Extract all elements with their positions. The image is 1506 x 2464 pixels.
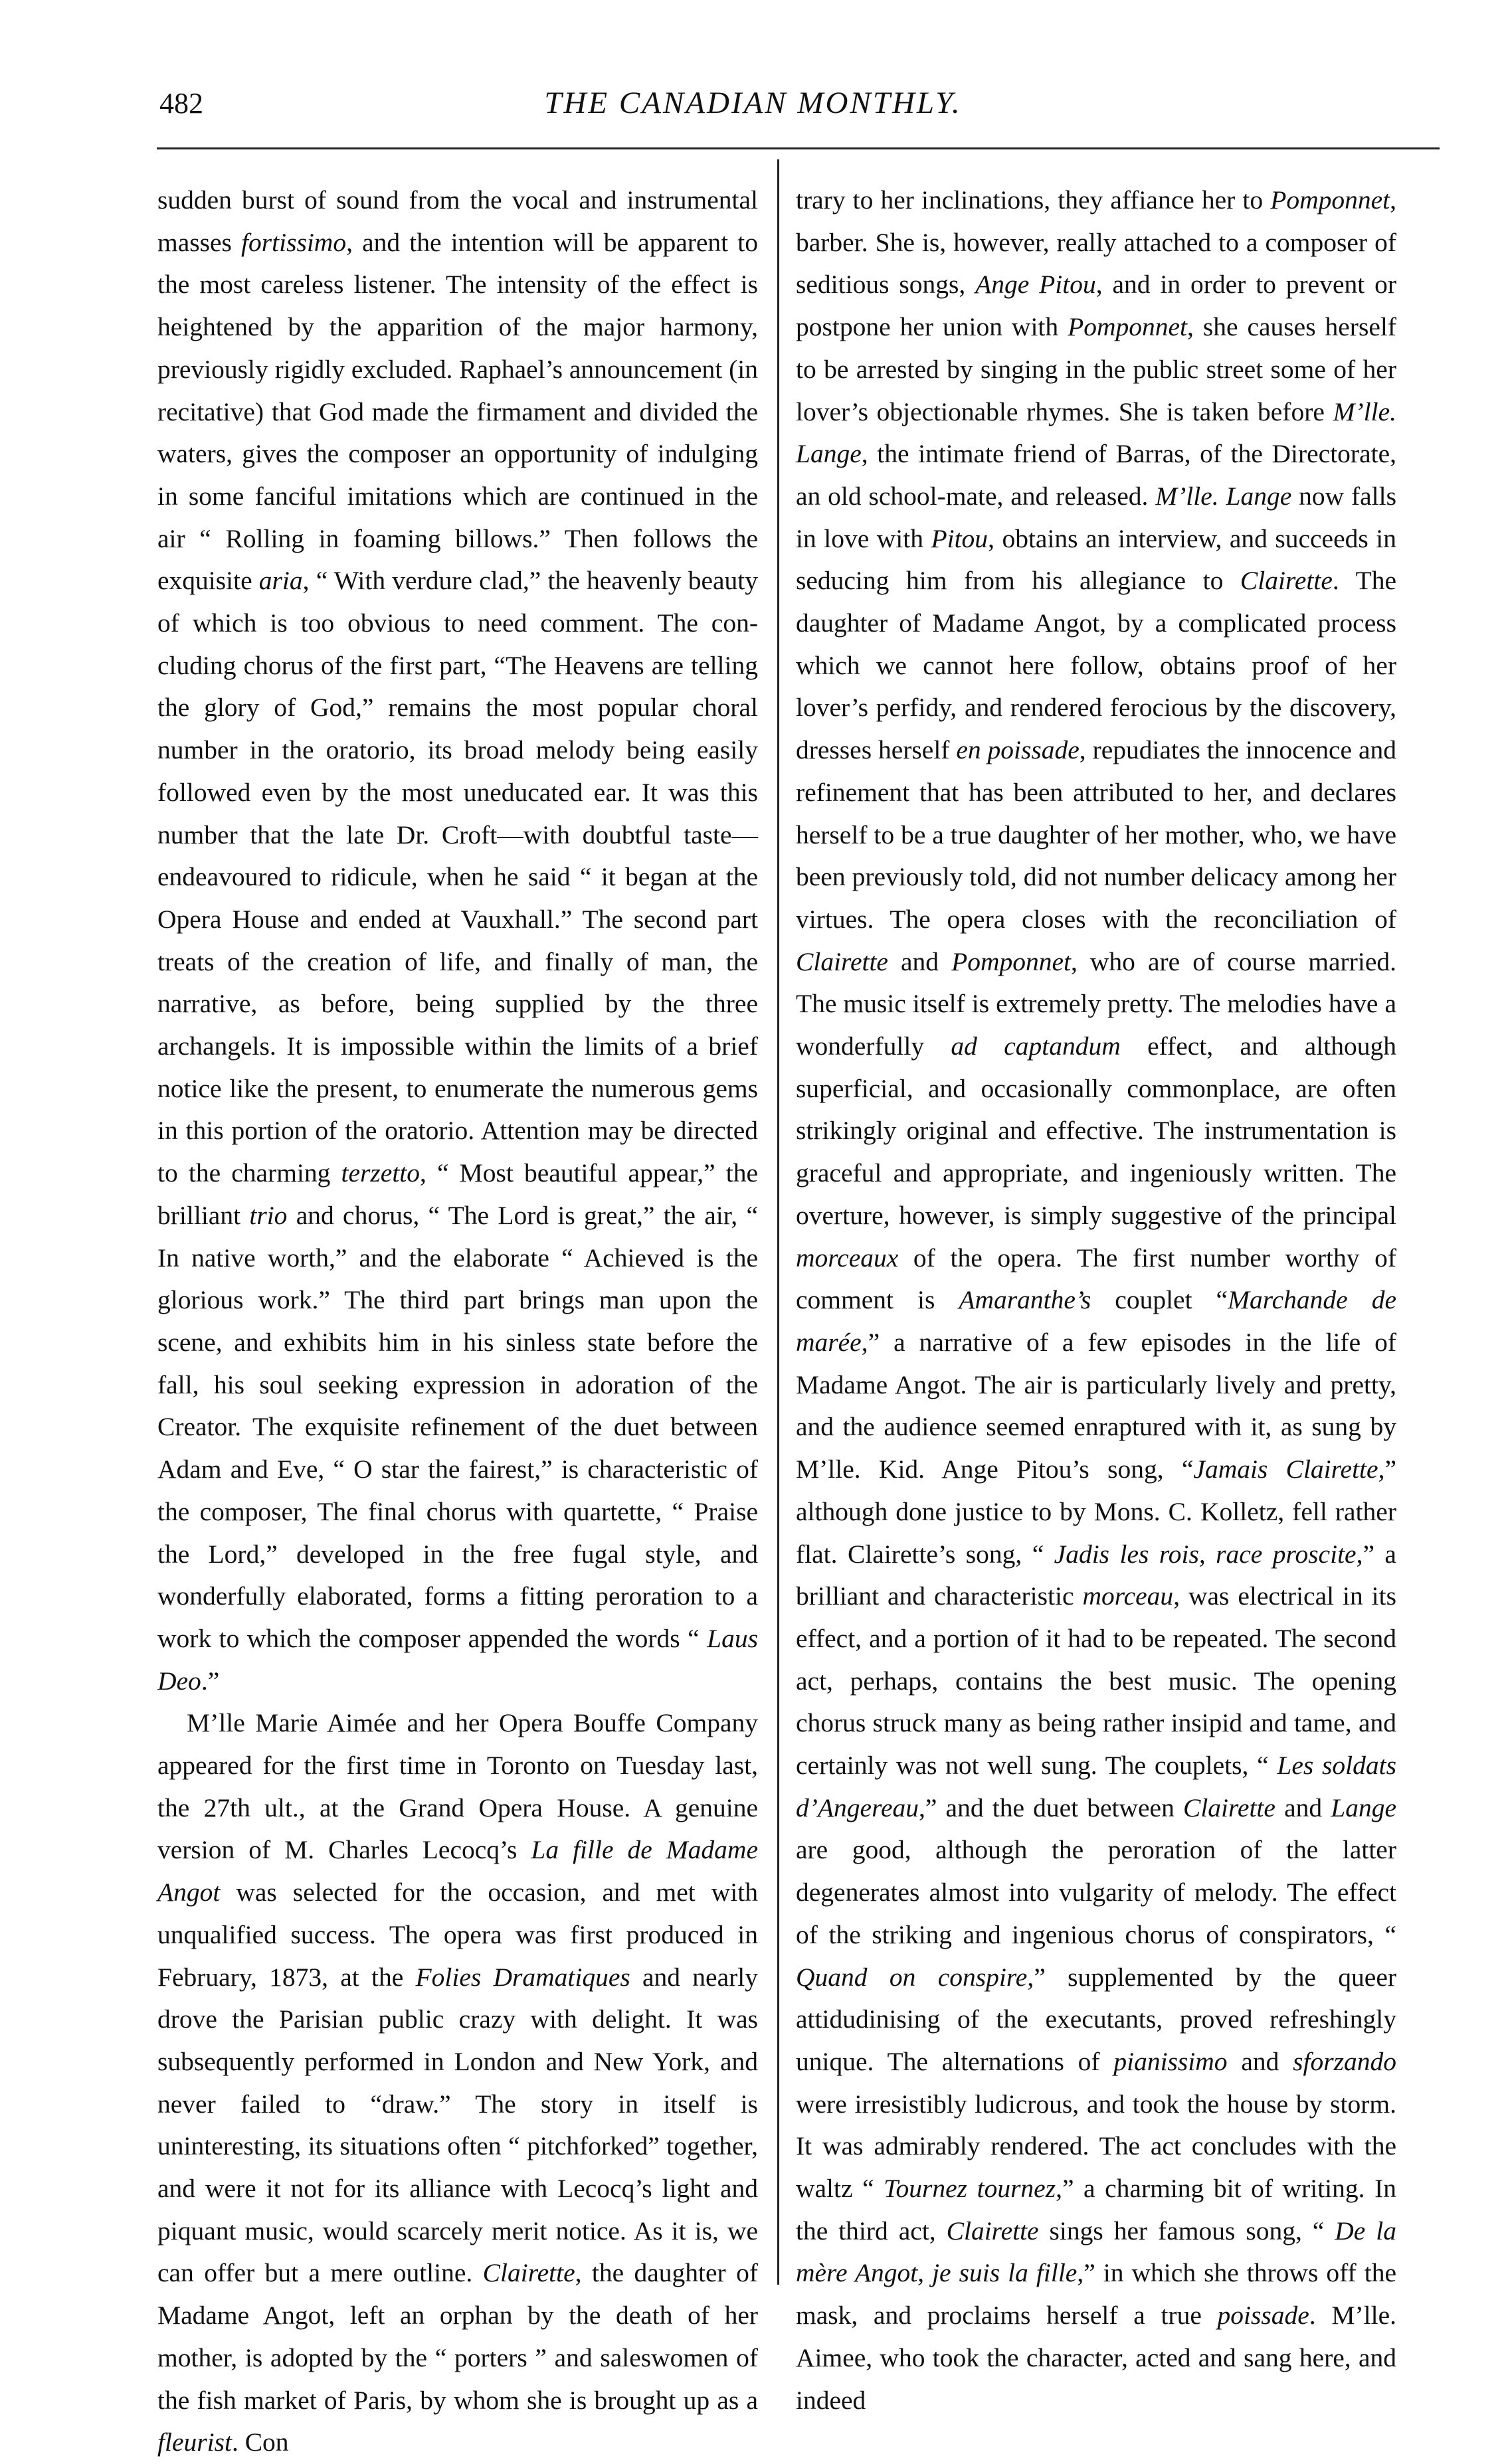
paragraph-opera-bouffe-review: M’lle Marie Aimée and her Opera Bouffe Company appeared for the first time in Toronto on Tuesday last, the 27th ult., at the Grand Opera House. A genuine version of M. Charles Lecocq’s La fille de Madame Angot was selected for the occasion, and met with unqualified success. The opera was first produced in February, 1873, at the Folies Dramatiques and nearly drove the Parisian public crazy with delight. It was subsequently performed in London and New York, and never failed to “draw.” The story in itself is uninteresting, its situations often “ pitchforked” together, and were it not for its alliance with Lecocq’s light and piquant music, would scarcely merit notice. As it is, we can offer but a mere outline. Clairette, the daughter of Madame Angot, left an orphan by the death of her mother, is adopted by the “ porters ” and saleswomen of the fish market of Paris, by whom she is brought up as a fleurist. Con: [157, 1708, 758, 2457]
page-header: [0, 0, 1506, 159]
running-head: THE CANADIAN MONTHLY.: [544, 86, 962, 120]
column-divider: [777, 159, 779, 2285]
header-rule: [157, 147, 1440, 149]
left-column: [157, 179, 758, 2457]
page-number: 482: [159, 87, 203, 120]
paragraph-angot-synopsis: trary to her inclinations, they affiance her to Pomponnet, barber. She is, however, really attached to a composer of seditious songs, Ange Pitou, and in order to prevent or postpone her union with Pomponnet, she causes herself to be arrested by singing in the public street some of her lover’s objectionable rhymes. She is taken before M’lle. Lange, the intimate friend of Barras, of the Directorate, an old school-mate, and released. M’lle. Lange now falls in love with Pitou, obtains an interview, and succeeds in seducing him from his allegiance to Clairette. The daughter of Madame Angot, by a complicated process which we cannot here follow, obtains proof of her lover’s perfidy, and rendered ferocious by the discovery, dresses herself en poissade, repudiates the innocence and refinement that has been attributed to her, and declares herself to be a true daughter of her mother, who, we have been previously told, did not number delicacy among her virtues. The opera closes with the reconciliation of Clairette and Pomponnet, who are of course married. The music itself is extremely pretty. The melodies have a wonderfully ad captandum effect, and although superficial, and occasionally commonplace, are often strikingly original and effective. The instrumentation is graceful and appropriate, and ingeniously written. The overture, however, is simply suggestive of the principal morceaux of the opera. The first number worthy of comment is Amaranthe’s couplet “Marchande de marée,” a narrative of a few episodes in the life of Madame Angot. The air is particularly lively and pretty, and the audience seemed enraptured with it, as sung by M’lle. Kid. Ange Pitou’s song, “Jamais Clairette,” although done justice to by Mons. C. Kolletz, fell rather flat. Clairette’s song, “ Jadis les rois, race proscite,” a brilliant and characteristic morceau, was electrical in its effect, and a portion of it had to be repeated. The second act, perhaps, contains the best music. The opening chorus struck many as being rather insipid and tame, and certainly was not well sung. The couplets, “ Les soldats d’Angereau,” and the duet between Clairette and Lange are good, although the peroration of the latter degenerates almost into vulgarity of melody. The effect of the striking and ingenious chorus of conspirators, “ Quand on conspire,” supplemented by the queer attidudinising of the executants, proved refreshingly unique. The alternations of pianissimo and sforzando were irresistibly ludicrous, and took the house by storm. It was admirably rendered. The act concludes with the waltz “ Tournez tournez,” a charming bit of writing. In the third act, Clairette sings her famous song, “ De la mère Angot, je suis la fille,” in which she throws off the mask, and proclaims herself a true poissade. M’lle. Aimee, who took the character, acted and sang here, and indeed: [796, 185, 1397, 2415]
paragraph-creation-review: sudden burst of sound from the vocal and instrumental masses fortissimo, and the intention will be apparent to the most careless listener. The intensity of the effect is heightened by the apparition of the major harmony, previously rigidly excluded. Raphael’s announcement (in recitative) that God made the firmament and divided the waters, gives the composer an opportunity of indulging in some fanciful imitations which are continued in the air “ Rolling in foaming billows.” Then follows the exquisite aria, “ With verdure clad,” the heavenly beauty of which is too obvious to need comment. The concluding chorus of the first part, “The Heavens are telling the glory of God,” remains the most popular choral number in the oratorio, its broad melody being easily followed even by the most uneducated ear. It was this number that the late Dr. Croft—with doubtful taste—endeavoured to ridicule, when he said “ it began at the Opera House and ended at Vauxhall.” The second part treats of the creation of life, and finally of man, the narrative, as before, being supplied by the three archangels. It is impossible within the limits of a brief notice like the present, to enumerate the numerous gems in this portion of the oratorio. Attention may be directed to the charming terzetto, “ Most beautiful appear,” the brilliant trio and chorus, “ The Lord is great,” the air, “ In native worth,” and the elaborate “ Achieved is the glorious work.” The third part brings man upon the scene, and exhibits him in his sinless state before the fall, his soul seeking expression in adoration of the Creator. The exquisite refinement of the duet between Adam and Eve, “ O star the fairest,” is characteristic of the composer, The final chorus with quartette, “ Praise the Lord,” developed in the free fugal style, and wonderfully elaborated, forms a fitting peroration to a work to which the composer appended the words “ Laus Deo.”: [157, 185, 758, 1696]
right-column: [796, 179, 1397, 2415]
